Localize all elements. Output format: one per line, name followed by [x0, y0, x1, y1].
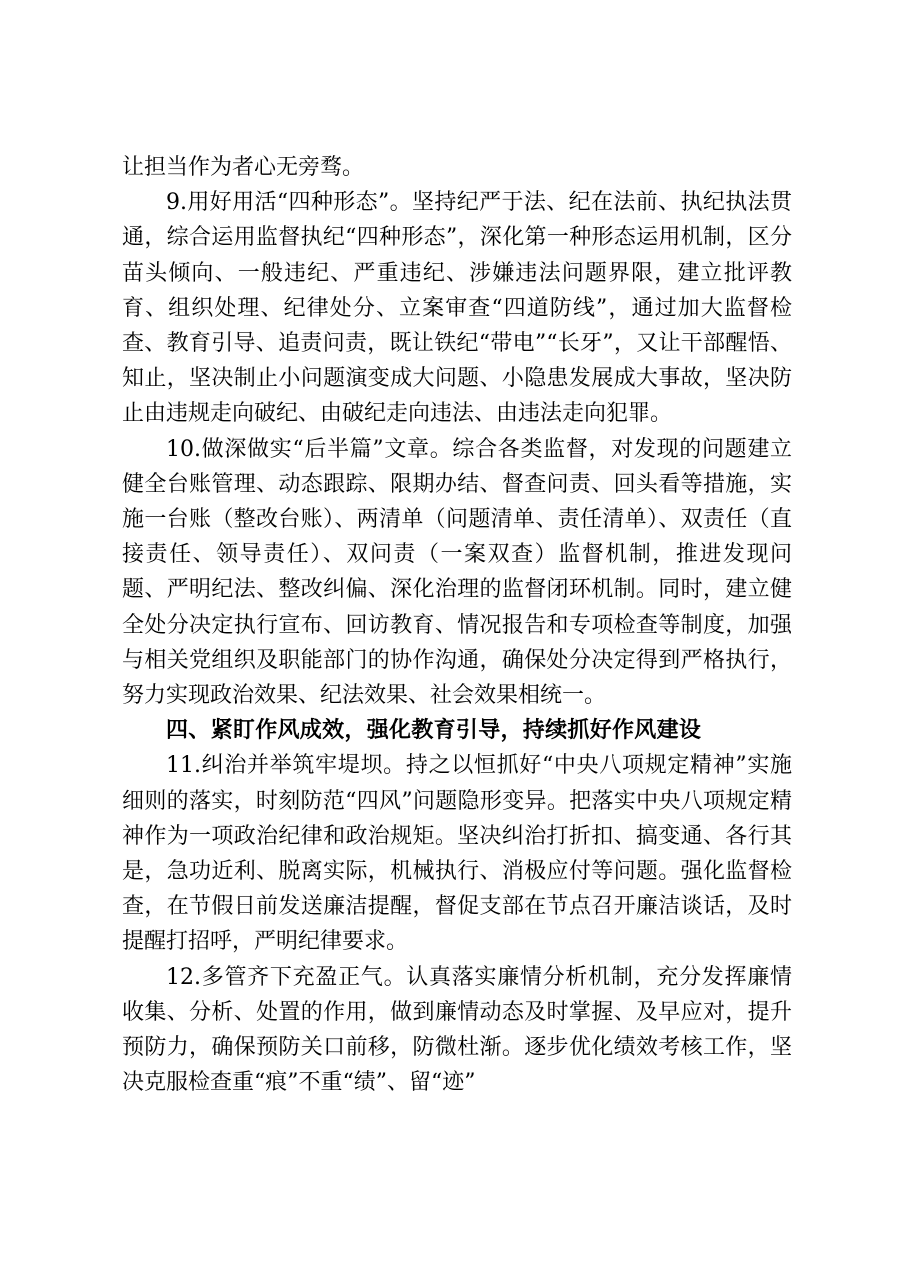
section-heading: 四、紧盯作风成效，强化教育引导，持续抓好作风建设 — [166, 718, 702, 744]
paragraph-item-10: 10.做深做实“后半篇”文章。综合各类监督，对发现的问题建立健全台账管理、动态跟踪、限期办结、督查问责、回头看等措施，实施一台账（整改台账）、两清单（问题清单、责任清单）、双责任（直接责任、领导责任）、双问责（一案双查）监督机制，推进发现问题、严明纪法、整改纠偏、深化治理的监督闭环机制。同时，建立健全处分决定执行宣布、回访教育、情况报告和专项检查等制度，加强与相关党组织及职能部门的协作沟通，确保处分决定得到严格执行，努力实现政治效果、纪法效果、社会效果相统一。 — [122, 436, 792, 709]
document-page — [122, 150, 792, 1100]
paragraph-item-9: 9.用好用活“四种形态”。坚持纪严于法、纪在法前、执纪执法贯通，综合运用监督执纪“四种形态”，深化第一种形态运用机制，区分苗头倾向、一般违纪、严重违纪、涉嫌违法问题界限，建立批评教育、组织处理、纪律处分、立案审查“四道防线”，通过加大监督检查、教育引导、追责问责，既让铁纪“带电”“长牙”，又让干部醒悟、知止，坚决制止小问题演变成大问题、小隐患发展成大事故，坚决防止由违规走向破纪、由破纪走向违法、由违法走向犯罪。 — [122, 190, 792, 427]
paragraph-continuation: 让担当作为者心无旁骛。 — [122, 155, 365, 180]
paragraph-item-12: 12.多管齐下充盈正气。认真落实廉情分析机制，充分发挥廉情收集、分析、处置的作用，做到廉情动态及时掌握、及早应对，提升预防力，确保预防关口前移，防微杜渐。逐步优化绩效考核工作，坚决克服检查重“痕”不重“绩”、留“迹” — [122, 964, 792, 1096]
paragraph-item-11: 11.纠治并举筑牢堤坝。持之以恒抓好“中央八项规定精神”实施细则的落实，时刻防范“四风”问题隐形变异。把落实中央八项规定精神作为一项政治纪律和政治规矩。坚决纠治打折扣、搞变通、各行其是，急功近利、脱离实际，机械执行、消极应付等问题。强化监督检查，在节假日前发送廉洁提醒，督促支部在节点召开廉洁谈话，及时提醒打招呼，严明纪律要求。 — [122, 753, 792, 955]
